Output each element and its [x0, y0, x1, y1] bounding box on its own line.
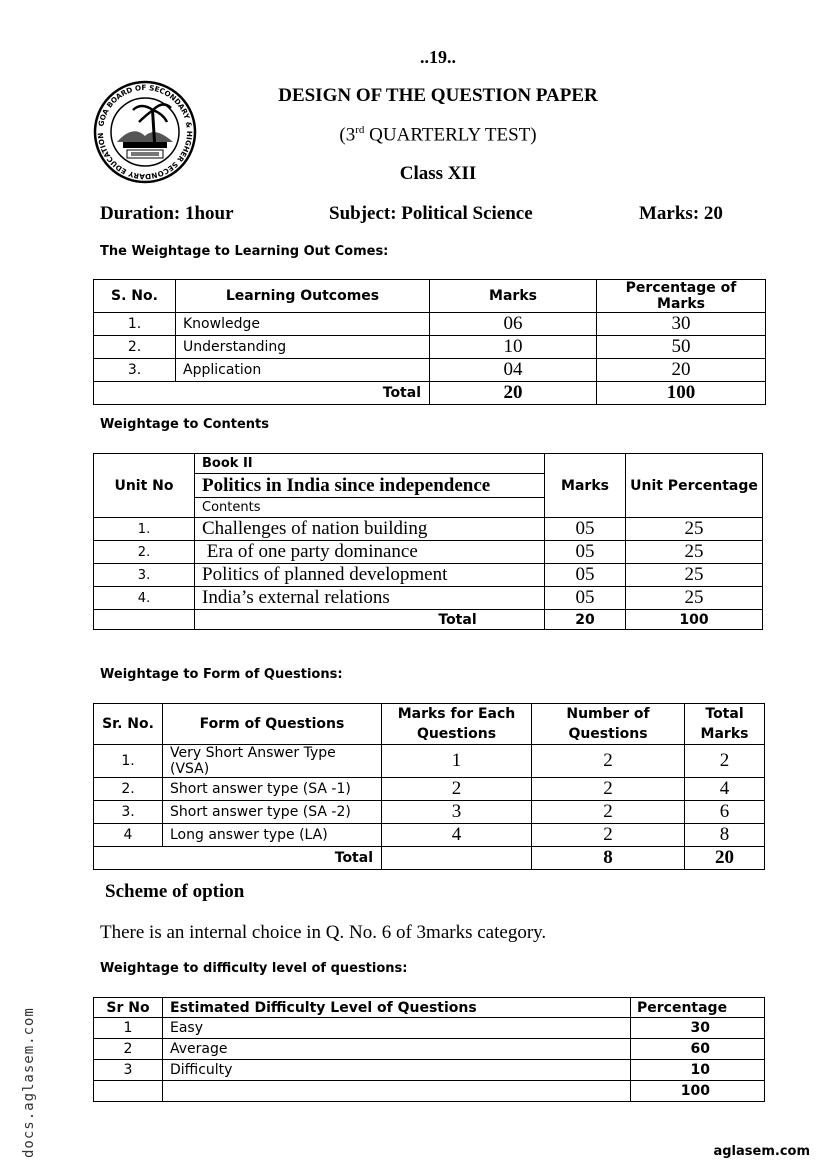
duration: Duration: 1hour [100, 203, 234, 224]
table-total-row [94, 1081, 765, 1102]
cell-total: 4 [685, 778, 765, 801]
header-unit-percentage: Unit Percentage [626, 454, 763, 518]
cell-level: Difficulty [163, 1060, 631, 1081]
cell-sno: 2 [94, 1039, 163, 1060]
cell-marks: 05 [545, 587, 626, 610]
header-cell: Number of Questions [532, 704, 685, 745]
cell-count: 2 [532, 778, 685, 801]
cell-percent: 25 [626, 564, 763, 587]
total-label: Total [195, 610, 545, 630]
cell-form: Very Short Answer Type (VSA) [163, 745, 382, 778]
footer-brand: aglasem.com [713, 1144, 810, 1159]
scheme-heading: Scheme of option [105, 881, 245, 902]
table-row [94, 778, 765, 801]
cell-marks: 04 [430, 359, 597, 382]
forms-heading: Weightage to Form of Questions: [100, 667, 343, 682]
table-row [94, 824, 765, 847]
contents-heading: Weightage to Contents [100, 417, 269, 432]
table-header-row [94, 704, 765, 745]
outcomes-table [93, 279, 766, 405]
cell-sno: 1. [94, 313, 176, 336]
table-row [94, 564, 763, 587]
header-unit-no: Unit No [94, 454, 195, 518]
cell-sno: 2. [94, 336, 176, 359]
cell-marks: 05 [545, 518, 626, 541]
total-marks-value: 20 [430, 382, 597, 405]
header-cell: Total Marks [685, 704, 765, 745]
header-cell: Percentage [631, 998, 765, 1018]
cell-unit: 4. [94, 587, 195, 610]
cell-marks-each: 3 [382, 801, 532, 824]
outcomes-heading: The Weightage to Learning Out Comes: [100, 244, 389, 259]
cell-count: 2 [532, 745, 685, 778]
total-marks: Marks: 20 [639, 203, 723, 224]
cell-unit: 2. [94, 541, 195, 564]
cell-outcome: Understanding [176, 336, 430, 359]
cell-sno: 3. [94, 359, 176, 382]
table-total-row [94, 382, 766, 405]
cell-marks: 10 [430, 336, 597, 359]
header-cell: Learning Outcomes [176, 280, 430, 313]
cell-unit: 1. [94, 518, 195, 541]
cell-percent: 25 [626, 518, 763, 541]
table-row [94, 336, 766, 359]
table-row [94, 801, 765, 824]
cell-count: 2 [532, 824, 685, 847]
header-contents: Contents [195, 498, 545, 518]
cell-percent: 20 [597, 359, 766, 382]
total-marks-value: 20 [545, 610, 626, 630]
header-book: Book II [195, 454, 545, 474]
document-title: DESIGN OF THE QUESTION PAPER [278, 85, 598, 106]
cell-marks-each: 1 [382, 745, 532, 778]
cell-percent: 25 [626, 541, 763, 564]
table-row [94, 1039, 765, 1060]
table-header-row [94, 280, 766, 313]
cell-content: India’s external relations [195, 587, 545, 610]
cell-percent: 30 [597, 313, 766, 336]
cell-outcome: Knowledge [176, 313, 430, 336]
cell-marks: 06 [430, 313, 597, 336]
table-row [94, 587, 763, 610]
header-cell: Form of Questions [163, 704, 382, 745]
test-name: (3rd QUARTERLY TEST) [339, 124, 537, 146]
cell-content: Era of one party dominance [195, 541, 545, 564]
total-label: Total [94, 382, 430, 405]
table-total-row [94, 610, 763, 630]
cell-level: Average [163, 1039, 631, 1060]
cell-form: Long answer type (LA) [163, 824, 382, 847]
cell-unit: 3. [94, 564, 195, 587]
scheme-text: There is an internal choice in Q. No. 6 of 3marks category. [100, 922, 547, 943]
header-cell: S. No. [94, 280, 176, 313]
cell-count: 2 [532, 801, 685, 824]
contents-table [93, 453, 763, 630]
total-percent-value: 100 [626, 610, 763, 630]
header-cell: Estimated Difficulty Level of Questions [163, 998, 631, 1018]
cell-content: Challenges of nation building [195, 518, 545, 541]
cell-percent: 10 [631, 1060, 765, 1081]
table-row [94, 745, 765, 778]
header-cell: Percentage of Marks [597, 280, 766, 313]
table-row [94, 313, 766, 336]
side-watermark: docs.aglasem.com [21, 1007, 37, 1158]
table-row [94, 1018, 765, 1039]
cell-outcome: Application [176, 359, 430, 382]
cell-percent: 60 [631, 1039, 765, 1060]
forms-table [93, 703, 765, 870]
cell-level: Easy [163, 1018, 631, 1039]
cell-marks-each: 4 [382, 824, 532, 847]
cell-sno: 1 [94, 1018, 163, 1039]
header-book-title: Politics in India since independence [195, 474, 545, 498]
table-total-row [94, 847, 765, 870]
cell-marks-each: 2 [382, 778, 532, 801]
cell-sno: 4 [94, 824, 163, 847]
cell-marks: 05 [545, 564, 626, 587]
cell-total: 8 [685, 824, 765, 847]
difficulty-table [93, 997, 765, 1102]
cell-form: Short answer type (SA -2) [163, 801, 382, 824]
total-label: Total [94, 847, 382, 870]
subject: Subject: Political Science [329, 203, 533, 224]
cell-sno: 3. [94, 801, 163, 824]
page-number: ..19.. [420, 47, 456, 67]
table-row [94, 541, 763, 564]
table-header-row [94, 454, 763, 474]
header-cell: Marks [430, 280, 597, 313]
table-row [94, 518, 763, 541]
cell-sno: 2. [94, 778, 163, 801]
cell-percent: 25 [626, 587, 763, 610]
header-cell: Marks for Each Questions [382, 704, 532, 745]
table-row [94, 359, 766, 382]
table-header-row [94, 998, 765, 1018]
table-row [94, 1060, 765, 1081]
cell-percent: 50 [597, 336, 766, 359]
total-count-value: 8 [532, 847, 685, 870]
total-percent-value: 100 [631, 1081, 765, 1102]
cell-sno: 3 [94, 1060, 163, 1081]
cell-content: Politics of planned development [195, 564, 545, 587]
class-label: Class XII [399, 163, 477, 184]
header-cell: Sr. No. [94, 704, 163, 745]
total-percent-value: 100 [597, 382, 766, 405]
svg-text:GOA BOARD OF SECONDARY & HIGHE: GOA BOARD OF SECONDARY & HIGHER SECONDARY EDUCATION [95, 82, 195, 182]
header-marks: Marks [545, 454, 626, 518]
total-marks-value: 20 [685, 847, 765, 870]
cell-total: 6 [685, 801, 765, 824]
header-cell: Sr No [94, 998, 163, 1018]
cell-total: 2 [685, 745, 765, 778]
cell-form: Short answer type (SA -1) [163, 778, 382, 801]
difficulty-heading: Weightage to difficulty level of questions: [100, 961, 408, 976]
cell-percent: 30 [631, 1018, 765, 1039]
cell-marks: 05 [545, 541, 626, 564]
cell-sno: 1. [94, 745, 163, 778]
